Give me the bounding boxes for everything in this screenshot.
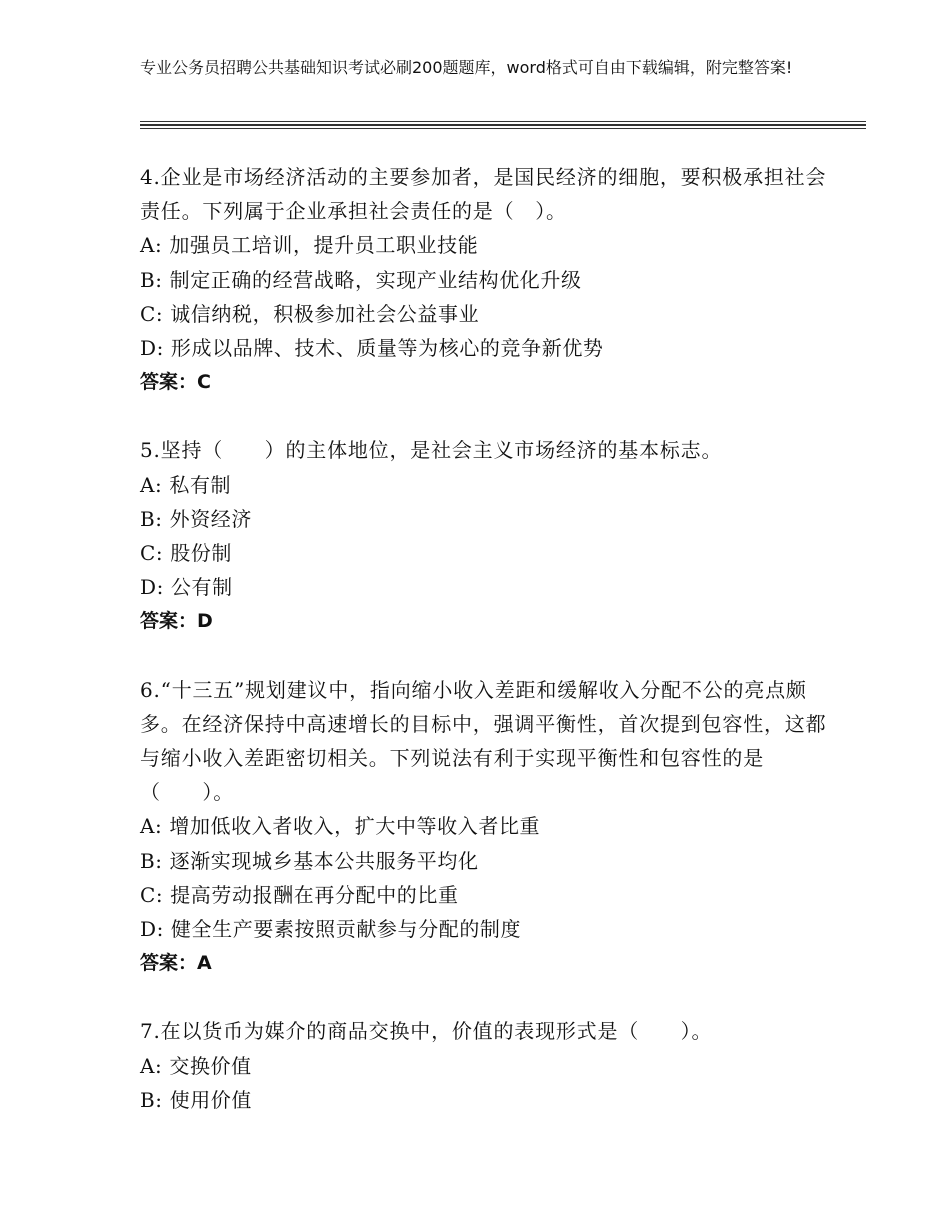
question-stem: 7.在以货币为媒介的商品交换中，价值的表现形式是（ ）。 xyxy=(140,1019,713,1044)
header-rule-bottom xyxy=(140,128,866,129)
option-b: B: 制定正确的经营战略，实现产业结构优化升级 xyxy=(140,267,582,292)
option-a: A: 交换价值 xyxy=(140,1053,252,1078)
option-c: C: 诚信纳税，积极参加社会公益事业 xyxy=(140,301,480,326)
option-b: B: 使用价值 xyxy=(140,1087,252,1112)
option-a: A: 私有制 xyxy=(140,472,232,497)
header-rule-middle xyxy=(140,124,866,126)
option-d: D: 健全生产要素按照贡献参与分配的制度 xyxy=(140,917,522,942)
question-stem: 4.企业是市场经济活动的主要参加者，是国民经济的细胞，要积极承担社会责任。下列属于企业承担社会责任的是（ ）。 xyxy=(140,165,827,224)
question-5 xyxy=(140,433,840,638)
answer: 答案：A xyxy=(140,952,212,975)
option-b: B: 外资经济 xyxy=(140,506,252,531)
option-b: B: 逐渐实现城乡基本公共服务平均化 xyxy=(140,848,479,873)
option-d: D: 形成以品牌、技术、质量等为核心的竞争新优势 xyxy=(140,336,604,361)
question-6 xyxy=(140,673,840,981)
question-4 xyxy=(140,160,840,399)
option-a: A: 加强员工培训，提升员工职业技能 xyxy=(140,233,479,258)
question-7 xyxy=(140,1014,840,1117)
header-rule-top xyxy=(140,121,866,122)
question-list xyxy=(140,160,840,1117)
option-c: C: 股份制 xyxy=(140,541,232,566)
option-d: D: 公有制 xyxy=(140,575,233,600)
question-stem: 5.坚持（ ）的主体地位，是社会主义市场经济的基本标志。 xyxy=(140,438,723,463)
option-a: A: 增加低收入者收入，扩大中等收入者比重 xyxy=(140,814,541,839)
answer: 答案：D xyxy=(140,610,213,633)
answer: 答案：C xyxy=(140,371,211,394)
page-header: 专业公务员招聘公共基础知识考试必刷200题题库，word格式可自由下载编辑，附完整答案! xyxy=(140,58,793,77)
question-stem: 6.“十三五”规划建议中，指向缩小收入差距和缓解收入分配不公的亮点颇多。在经济保持中高速增长的目标中，强调平衡性，首次提到包容性，这都与缩小收入差距密切相关。下列说法有利于实现平衡性和包容性的是（ ）。 xyxy=(140,677,827,805)
option-c: C: 提高劳动报酬在再分配中的比重 xyxy=(140,882,459,907)
